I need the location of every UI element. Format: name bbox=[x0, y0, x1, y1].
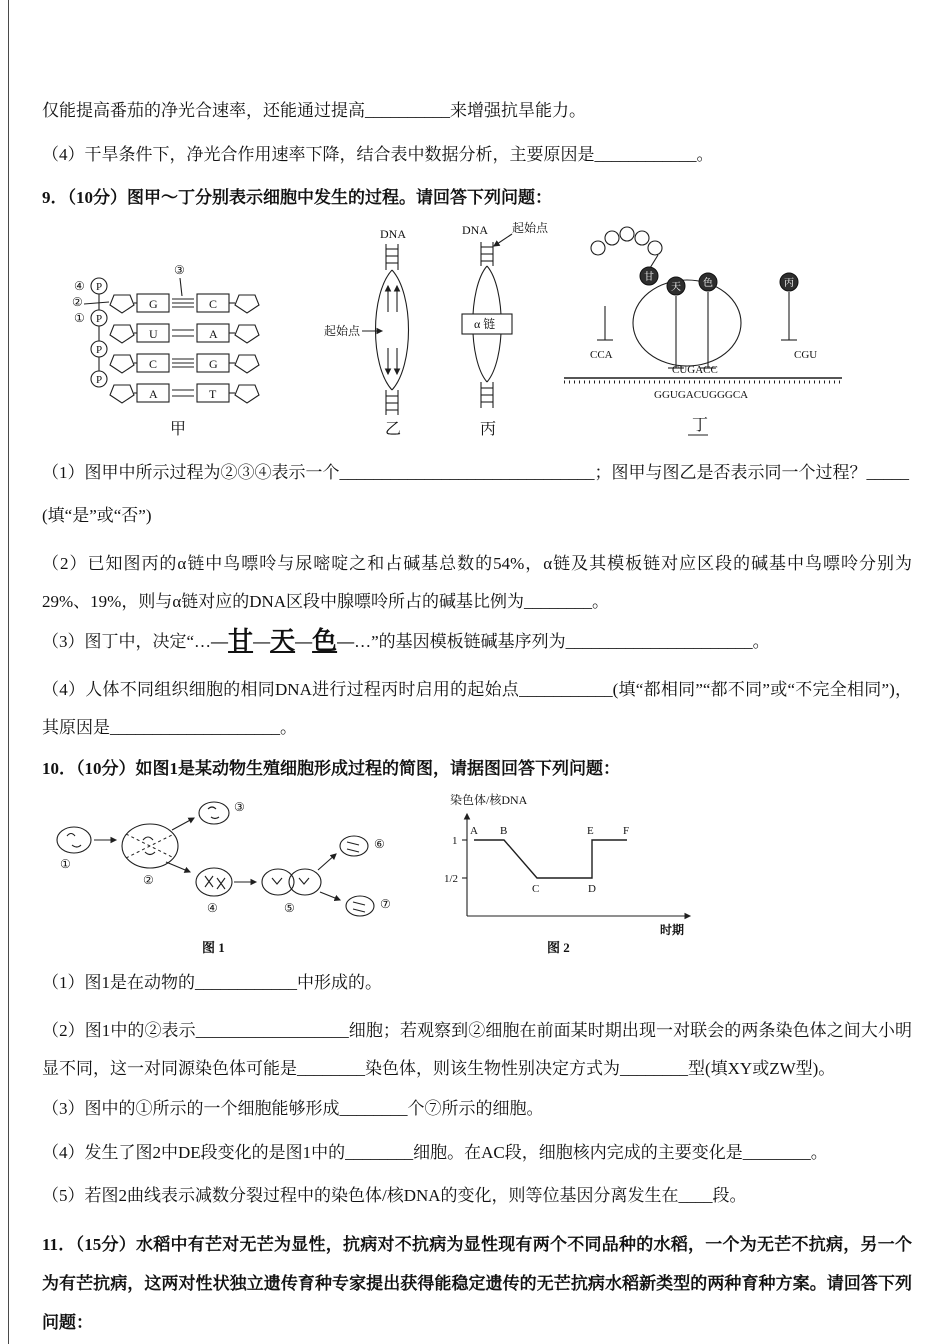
point-B: B bbox=[500, 825, 508, 838]
q9-item-1: （1）图甲中所示过程为②③④表示一个______________________________；图甲与图乙是否表示同一个过程？_____ bbox=[42, 462, 909, 482]
rung-row-2 bbox=[110, 324, 259, 343]
q9-figure bbox=[42, 218, 910, 450]
point-F: F bbox=[623, 825, 630, 838]
amino-se: 色 bbox=[312, 626, 338, 656]
circled-1-label: ① bbox=[74, 310, 85, 325]
cca-label: CCA bbox=[590, 348, 613, 361]
aa-gan-bead: 甘 bbox=[644, 271, 654, 283]
figure-bing-alpha bbox=[462, 220, 549, 438]
q9-header: 9．（10分）图甲～丁分别表示细胞中发生的过程。请回答下列问题： bbox=[42, 188, 552, 208]
q8-continuation: 仅能提高番茄的净光合速率，还能通过提高__________来增强抗旱能力。 bbox=[42, 101, 586, 120]
cell-5-label: ⑤ bbox=[284, 901, 295, 916]
caption-yi: 乙 bbox=[385, 420, 402, 438]
point-D: D bbox=[588, 883, 596, 896]
q10-item-4: （4）发生了图2中DE段变化的是图1中的________细胞。在AC段，细胞核内完成的主要变化是________。 bbox=[42, 1142, 828, 1162]
rung-row-1 bbox=[110, 294, 259, 313]
figure-yi-replication bbox=[324, 227, 409, 438]
cell-3-label: ③ bbox=[234, 800, 245, 815]
base-A: A bbox=[209, 326, 218, 341]
q9-item-3-suffix: …”的基因模板链碱基序列为______________________。 bbox=[354, 632, 770, 652]
base-G2: G bbox=[209, 356, 218, 371]
cell-2-label: ② bbox=[143, 873, 154, 888]
dash-sep: — bbox=[337, 632, 355, 652]
figure-2-graph bbox=[444, 792, 690, 955]
q10-item-1: （1）图1是在动物的____________中形成的。 bbox=[42, 973, 382, 993]
base-A2: A bbox=[149, 386, 158, 401]
point-C: C bbox=[532, 883, 540, 896]
mrna-sequence: GGUGACUGGGCA bbox=[654, 388, 749, 401]
phosphate-label: P bbox=[96, 343, 103, 356]
base-C2: C bbox=[149, 356, 158, 371]
figure-ding-translation bbox=[564, 227, 842, 435]
rung-row-3 bbox=[110, 354, 259, 373]
q8-item-4: （4）干旱条件下，净光合作用速率下降，结合表中数据分析，主要原因是____________。 bbox=[42, 144, 714, 164]
phosphate-label: P bbox=[96, 312, 103, 325]
q10-item-3: （3）图中的①所示的一个细胞能够形成________个⑦所示的细胞。 bbox=[42, 1099, 544, 1119]
base-C: C bbox=[209, 296, 218, 311]
dash-sep: — bbox=[295, 632, 313, 652]
aa-tian-bead: 天 bbox=[671, 281, 681, 293]
origin-label-yi: 起始点 bbox=[324, 323, 361, 338]
base-U: U bbox=[149, 326, 158, 341]
cgu-label: CGU bbox=[794, 348, 818, 361]
figure-jia-transcription bbox=[72, 263, 259, 438]
scan-edge-line bbox=[8, 0, 9, 1344]
codon-label: CUGACC bbox=[672, 363, 718, 376]
origin-label-bing: 起始点 bbox=[512, 220, 549, 235]
cell-7-label: ⑦ bbox=[380, 897, 391, 912]
cell-6-label: ⑥ bbox=[374, 837, 385, 852]
q9-item-2: （2）已知图丙的α链中鸟嘌呤与尿嘧啶之和占碱基总数的54%，α链及其模板链对应区段的碱基中鸟嘌呤分别为29%、19%，则与α链对应的DNA区段中腺嘌呤所占的碱基比例为________。 bbox=[42, 553, 912, 612]
figure-1-cells bbox=[57, 800, 391, 955]
amino-tian: 天 bbox=[270, 626, 296, 656]
aa-se-bead: 色 bbox=[703, 277, 713, 289]
aa-bing-bead: 丙 bbox=[784, 277, 794, 289]
cell-4-label: ④ bbox=[207, 901, 218, 916]
circled-4-label: ④ bbox=[74, 278, 85, 293]
q10-item-5: （5）若图2曲线表示减数分裂过程中的染色体/核DNA的变化，则等位基因分离发生在____段。 bbox=[42, 1186, 747, 1206]
base-T: T bbox=[209, 386, 217, 401]
q10-item-2: （2）图1中的②表示__________________细胞；若观察到②细胞在前面某时期出现一对联会的两条染色体之间大小明显不同，这一对同源染色体可能是________染色体，则该生物性别决定方式为________型(填XY或ZW型)。 bbox=[42, 1020, 912, 1078]
circled-2-label: ② bbox=[72, 294, 83, 309]
y-axis-label: 染色体/核DNA bbox=[450, 793, 528, 808]
phosphate-label: P bbox=[96, 373, 103, 386]
caption-jia: 甲 bbox=[170, 420, 187, 438]
dna-label-bing: DNA bbox=[462, 222, 488, 237]
phosphate-label: P bbox=[96, 280, 103, 293]
figure-2-caption: 图 2 bbox=[547, 940, 570, 956]
point-E: E bbox=[587, 825, 594, 838]
q10-figure bbox=[42, 788, 910, 960]
caption-bing: 丙 bbox=[480, 420, 497, 438]
q9-item-3-prefix: （3）图丁中，决定“… bbox=[42, 632, 212, 652]
dna-label: DNA bbox=[380, 226, 406, 241]
dash-sep: — bbox=[253, 632, 271, 652]
tick-half: 1/2 bbox=[444, 873, 459, 886]
caption-ding: 丁 bbox=[692, 416, 709, 434]
amino-gan: 甘 bbox=[228, 626, 254, 656]
x-axis-label: 时期 bbox=[660, 923, 685, 938]
q11-text: 11．（15分）水稻中有芒对无芒为显性，抗病对不抗病为显性现有两个不同品种的水稻，一个为无芒不抗病，另一个为有芒抗病，这两对性状独立遗传育种专家提出获得能稳定遗传的无芒抗病水稻新类型的两种育种方案。请回答下列问题： bbox=[42, 1235, 912, 1333]
point-A: A bbox=[470, 825, 478, 838]
alpha-chain-label: α 链 bbox=[474, 316, 496, 331]
figure-1-caption: 图 1 bbox=[202, 940, 225, 956]
tick-1: 1 bbox=[452, 835, 458, 848]
cell-1-label: ① bbox=[60, 857, 71, 872]
q9-item-4: （4）人体不同组织细胞的相同DNA进行过程丙时启用的起始点___________(填“都相同”“都不同”或“不完全相同”)，其原因是____________________。 bbox=[42, 680, 912, 738]
base-G: G bbox=[149, 296, 158, 311]
q9-item-3 bbox=[42, 627, 912, 658]
q10-header: 10．（10分）如图1是某动物生殖细胞形成过程的简图，请据图回答下列问题： bbox=[42, 758, 620, 778]
circled-3-label: ③ bbox=[174, 262, 185, 277]
dash-sep: — bbox=[211, 632, 229, 652]
rung-row-4 bbox=[110, 384, 259, 403]
q9-item-1b: (填“是”或“否”) bbox=[42, 506, 152, 526]
